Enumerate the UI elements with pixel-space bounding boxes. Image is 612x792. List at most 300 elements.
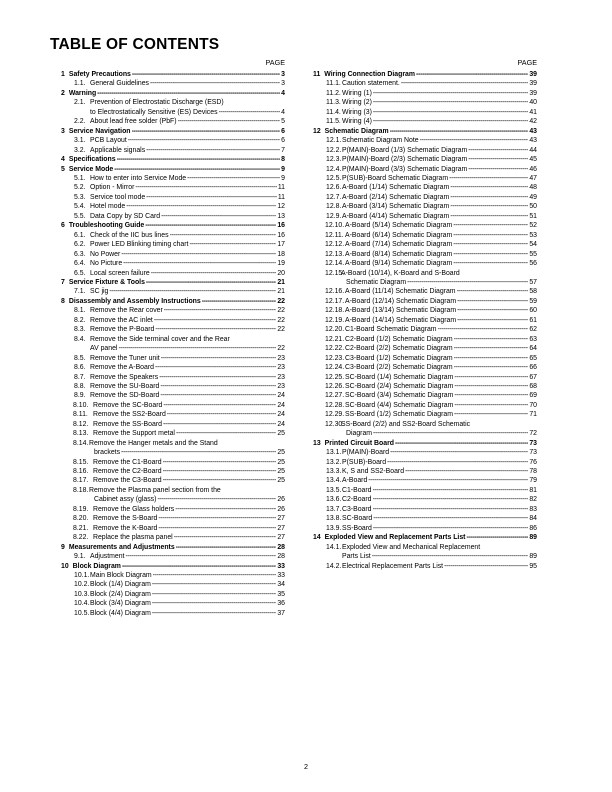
toc-entry-page: 24 (277, 411, 285, 419)
toc-entry (61, 174, 285, 183)
toc-entry-page: 11 (277, 193, 285, 201)
toc-entry-number: 9.1. (74, 553, 86, 561)
dot-leader (175, 505, 276, 514)
toc-entry-title: Remove the SU-Board (90, 382, 160, 390)
toc-entry-page: 43 (529, 127, 537, 135)
toc-entry-page: 3 (281, 71, 285, 78)
toc-entry-number: 8.16. (73, 468, 89, 476)
toc-entry-title: Wiring (4) (342, 118, 372, 126)
toc-entry (61, 325, 285, 334)
toc-entry (61, 250, 285, 259)
toc-entry-number: 12.29. (325, 411, 345, 419)
toc-entry-page: 21 (277, 278, 285, 286)
toc-entry-page: 68 (529, 382, 537, 390)
toc-entry-title: Remove the C3-Board (93, 477, 162, 485)
toc-entry-title: Service Mode (68, 165, 114, 173)
toc-entry-number: 12.11. (325, 231, 344, 239)
toc-entry-title: Specifications (68, 156, 116, 164)
toc-entry-page: 55 (529, 250, 537, 258)
toc-entry-page: 44 (529, 146, 537, 154)
toc-entry-page: 22 (277, 297, 285, 305)
toc-entry-title: A-Board (7/14) Schematic Diagram (345, 241, 453, 249)
toc-entry-title: Measurements and Adjustments (68, 543, 175, 551)
dot-leader (158, 524, 276, 533)
toc-entry-page: 33 (277, 572, 285, 580)
dot-leader (189, 240, 276, 249)
toc-entry-title: P(MAIN)-Board (2/3) Schematic Diagram (342, 156, 468, 164)
toc-entry-title: A-Board (8/14) Schematic Diagram (345, 250, 453, 258)
toc-entry-page: 16 (277, 231, 285, 239)
toc-entry-title: Remove the Hanger metals and the Stand (89, 439, 218, 447)
toc-entry-number: 5.3. (74, 193, 86, 201)
toc-entry-number: 12.3. (326, 156, 342, 164)
toc-entry-page: 8 (281, 156, 285, 164)
toc-entry-title: Block (2/4) Diagram (90, 590, 151, 598)
toc-entry-page: 23 (277, 373, 285, 381)
toc-entry-page: 4 (281, 89, 285, 97)
toc-entry-title: A-Board (11/14) Schematic Diagram (345, 288, 456, 296)
toc-entry-number: 8.6. (74, 364, 86, 372)
dot-leader (450, 212, 528, 221)
dot-leader (468, 155, 528, 164)
toc-entry-title: Remove the SS-Board (93, 420, 162, 428)
dot-leader (146, 193, 277, 202)
toc-entry-title: A-Board (9/14) Schematic Diagram (345, 260, 453, 268)
toc-entry-title: No Power (90, 250, 121, 258)
dot-leader (373, 495, 529, 504)
toc-entry-number: 10.2. (74, 581, 90, 589)
dot-leader (390, 448, 528, 457)
toc-entry-page: 58 (529, 288, 537, 296)
dot-leader (157, 495, 276, 504)
dot-leader (454, 382, 528, 391)
toc-entry-number: 6.2. (74, 241, 86, 249)
toc-entry-page: 46 (529, 165, 537, 173)
toc-entry-title: Remove the AC inlet (90, 316, 153, 324)
toc-entry-continuation (61, 495, 285, 504)
toc-entry-number: 12.10. (325, 222, 345, 230)
toc-entry-title: Remove the Speakers (90, 373, 159, 381)
toc-entry-number: 8.13. (73, 430, 89, 438)
toc-entry-page: 9 (281, 174, 285, 182)
toc-entry (313, 221, 537, 230)
toc-entry-title: SC-Board (1/4) Schematic Diagram (345, 373, 454, 381)
dot-leader (466, 533, 528, 542)
toc-entry-page: 53 (529, 231, 537, 239)
toc-entry (61, 79, 285, 88)
toc-entry-page: 16 (277, 222, 285, 230)
dot-leader (457, 287, 529, 296)
toc-entry-title: SC-Board (2/4) Schematic Diagram (345, 382, 454, 390)
dot-leader (468, 165, 528, 174)
toc-entry-number: 8.17. (73, 477, 89, 485)
toc-entry-title: Remove the Glass holders (93, 505, 175, 513)
toc-entry-page: 26 (277, 505, 285, 513)
dot-leader (416, 70, 528, 79)
toc-entry (313, 165, 537, 174)
toc-entry-title: A-Board (12/14) Schematic Diagram (345, 297, 457, 305)
toc-entry-title: C3-Board (2/2) Schematic Diagram (345, 364, 453, 372)
toc-entry-page: 25 (277, 430, 285, 438)
toc-section (61, 89, 285, 98)
toc-entry-title: A-Board (13/14) Schematic Diagram (345, 307, 457, 315)
dot-leader (373, 514, 528, 523)
dot-leader (145, 221, 276, 230)
toc-entry-page: 43 (529, 137, 537, 145)
toc-entry (313, 89, 537, 98)
toc-entry (61, 514, 285, 523)
dot-leader (97, 89, 280, 98)
toc-entry-page: 25 (277, 477, 285, 485)
toc-entry-title-cont: Parts List (342, 553, 371, 561)
dot-leader (167, 410, 277, 419)
dot-leader (373, 117, 528, 126)
toc-entry-title: Main Block Diagram (90, 572, 152, 580)
toc-entry-title: SC-Board (4/4) Schematic Diagram (345, 401, 454, 409)
toc-entry (61, 524, 285, 533)
toc-entry (313, 250, 537, 259)
dot-leader (163, 476, 277, 485)
dot-leader (155, 363, 276, 372)
toc-entry-number: 5.4. (74, 203, 86, 211)
toc-entry-page: 89 (529, 553, 537, 561)
toc-entry-title: Warning (68, 89, 97, 97)
toc-entry-page: 39 (529, 71, 537, 78)
toc-entry-page: 72 (529, 430, 537, 438)
dot-leader (146, 146, 280, 155)
toc-entry-page: 82 (529, 496, 537, 504)
dot-leader (161, 354, 277, 363)
toc-entry-page: 73 (529, 439, 537, 447)
toc-entry (61, 552, 285, 561)
dot-leader (454, 410, 528, 419)
page-column-header: PAGE (517, 58, 537, 67)
dot-leader (373, 429, 528, 438)
toc-entry-title: A-Board (6/14) Schematic Diagram (345, 231, 453, 239)
toc-entry (61, 599, 285, 608)
toc-entry-page: 23 (277, 364, 285, 372)
toc-entry (313, 562, 537, 571)
toc-entry-title: Wiring Connection Diagram (324, 71, 415, 78)
toc-entry-title: How to enter into Service Mode (90, 174, 187, 182)
dot-leader (372, 552, 529, 561)
dot-leader (160, 382, 276, 391)
toc-entry-title: Remove the S-Board (93, 515, 158, 523)
dot-leader (163, 420, 276, 429)
toc-entry-page: 27 (277, 524, 285, 532)
toc-entry (313, 231, 537, 240)
dot-leader (170, 231, 277, 240)
dot-leader (457, 306, 528, 315)
toc-entry-number: 12.9. (326, 212, 342, 220)
toc-entry-title-cont: Diagram (346, 430, 373, 438)
dot-leader (449, 174, 528, 183)
toc-entry-title: C2-Board (2/2) Schematic Diagram (345, 345, 453, 353)
toc-entry-page: 48 (529, 184, 537, 192)
toc-entry-title: Remove the A-Board (90, 364, 154, 372)
toc-entry-number: 12.5. (326, 174, 342, 182)
toc-entry-page: 27 (277, 515, 285, 523)
toc-entry-page: 7 (281, 146, 285, 154)
toc-entry-number: 12.30. (325, 420, 345, 428)
toc-entry-page: 81 (529, 486, 537, 494)
toc-entry-number: 11 (313, 71, 321, 78)
toc-entry-number: 11.4. (326, 108, 341, 116)
toc-entry-page: 71 (529, 411, 537, 419)
toc-entry-number: 12.24. (325, 364, 345, 372)
toc-entry-number: 11.5. (326, 118, 341, 126)
toc-entry-page: 54 (529, 241, 537, 249)
toc-entry (61, 486, 285, 495)
toc-entry (61, 420, 285, 429)
toc-entry (61, 306, 285, 315)
toc-section (313, 533, 537, 542)
dot-leader (420, 136, 529, 145)
toc-entry-continuation (61, 448, 285, 457)
toc-entry-page: 34 (277, 581, 285, 589)
toc-entry (313, 335, 537, 344)
toc-entry-page: 42 (529, 118, 537, 126)
toc-entry-title: Remove the Tuner unit (90, 354, 160, 362)
toc-entry (61, 505, 285, 514)
toc-entry-page: 60 (529, 307, 537, 315)
toc-entry (313, 269, 537, 278)
dot-leader (123, 259, 276, 268)
toc-entry-page: 78 (529, 468, 537, 476)
dot-leader (454, 401, 528, 410)
toc-entry (61, 316, 285, 325)
page-number: 2 (304, 762, 308, 771)
toc-entry-number: 6.3. (74, 250, 86, 258)
toc-entry (61, 476, 285, 485)
toc-entry-number: 12.13. (325, 250, 345, 258)
toc-entry-number: 1.1. (74, 80, 86, 88)
toc-entry-number: 8.20. (73, 515, 89, 523)
toc-entry-number: 12.19. (325, 316, 345, 324)
toc-entry-number: 8.1. (74, 307, 86, 315)
toc-entry-number: 8.15. (73, 458, 89, 466)
toc-entry-page: 27 (277, 534, 285, 542)
toc-entry (61, 240, 285, 249)
toc-entry-title: Caution statement. (342, 80, 400, 88)
toc-entry-number: 11.1. (326, 80, 341, 88)
toc-entry-title: Remove the P-Board (90, 326, 155, 334)
toc-entry-number: 8.8. (74, 382, 86, 390)
toc-entry-page: 39 (529, 89, 537, 97)
toc-entry-title: Remove the Rear cover (90, 307, 163, 315)
dot-leader (454, 373, 528, 382)
toc-list-left (61, 70, 285, 618)
toc-entry-title-cont: brackets (94, 449, 121, 457)
toc-entry (61, 335, 285, 344)
toc-entry (313, 344, 537, 353)
toc-entry-number: 8.9. (74, 392, 86, 400)
toc-entry (313, 543, 537, 552)
toc-entry-title: C2-Board (1/2) Schematic Diagram (345, 335, 453, 343)
toc-entry-number: 13.6. (326, 496, 342, 504)
toc-entry (313, 524, 537, 533)
toc-entry-number: 4 (61, 156, 65, 164)
toc-entry (313, 448, 537, 457)
dot-leader (176, 429, 276, 438)
toc-section (61, 165, 285, 174)
toc-entry-page: 49 (529, 193, 537, 201)
toc-entry (61, 363, 285, 372)
toc-entry-number: 8.18. (73, 486, 89, 494)
dot-leader (453, 231, 528, 240)
dot-leader (128, 136, 280, 145)
dot-leader (453, 240, 528, 249)
toc-entry-title: SS-Board (342, 524, 372, 532)
dot-leader (457, 316, 528, 325)
toc-entry-title: Wiring (2) (342, 99, 372, 107)
toc-section (61, 221, 285, 230)
toc-entry-number: 13.2. (326, 458, 342, 466)
toc-entry-title: P(MAIN)-Board (3/3) Schematic Diagram (342, 165, 468, 173)
dot-leader (453, 250, 528, 259)
toc-entry-page: 35 (277, 590, 285, 598)
toc-entry-page: 5 (281, 118, 285, 126)
toc-entry-number: 6.5. (74, 269, 86, 277)
toc-entry-number: 12.6. (326, 184, 342, 192)
page-title: TABLE OF CONTENTS (50, 36, 220, 53)
toc-entry-number: 8.2. (74, 316, 86, 324)
dot-leader (373, 505, 529, 514)
toc-entry-title: A-Board (5/14) Schematic Diagram (345, 222, 453, 230)
toc-entry-number: 12.15. (325, 269, 345, 277)
toc-entry-page: 3 (281, 80, 285, 88)
dot-leader (187, 174, 280, 183)
dot-leader (454, 354, 529, 363)
toc-entry-title: Exploded View and Mechanical Replacement (342, 543, 481, 551)
toc-entry-number: 7.1. (74, 288, 86, 296)
toc-entry-page: 73 (529, 449, 537, 457)
toc-right-column (313, 58, 537, 571)
toc-entry-title: Service tool mode (90, 193, 146, 201)
toc-entry-number: 10.5. (74, 609, 90, 617)
toc-entry-title: SC-Board (3/4) Schematic Diagram (345, 392, 454, 400)
toc-entry (313, 363, 537, 372)
toc-entry-page: 50 (529, 203, 537, 211)
toc-entry-number: 13.5. (326, 486, 342, 494)
toc-entry (61, 231, 285, 240)
toc-entry-title: Schematic Diagram (324, 127, 389, 135)
toc-entry (61, 269, 285, 278)
toc-entry-title: Safety Precautions (68, 71, 131, 78)
toc-entry-page: 4 (281, 108, 285, 116)
toc-entry-title: P(SUB)-Board (342, 458, 387, 466)
toc-entry-title: Block (4/4) Diagram (90, 609, 151, 617)
toc-entry-continuation (61, 108, 285, 117)
toc-entry-page: 28 (277, 553, 285, 561)
toc-section (61, 543, 285, 552)
dot-leader (121, 250, 276, 259)
toc-entry (313, 410, 537, 419)
toc-entry-title: Check of the IIC bus lines (90, 231, 169, 239)
toc-entry-number: 5 (61, 165, 65, 173)
toc-entry (313, 382, 537, 391)
toc-entry-title: SS-Board (2/2) and SS2-Board Schematic (341, 420, 471, 428)
toc-entry (313, 373, 537, 382)
toc-entry-title: K, S and SS2-Board (342, 468, 405, 476)
toc-entry-number: 12.23. (325, 354, 345, 362)
toc-entry-number: 13.3. (326, 468, 342, 476)
dot-leader (109, 287, 276, 296)
toc-entry-title-cont: Cabinet assy (glass) (94, 496, 157, 504)
toc-entry-number: 8.3. (74, 326, 86, 334)
toc-entry-number: 11.3. (326, 99, 341, 107)
toc-entry-title: A-Board (342, 477, 368, 485)
toc-entry (61, 202, 285, 211)
toc-entry (313, 108, 537, 117)
toc-entry-page: 22 (277, 345, 285, 353)
toc-entry-number: 10.4. (74, 600, 90, 608)
dot-leader (454, 391, 528, 400)
dot-leader (444, 562, 528, 571)
toc-entry-page: 17 (277, 241, 285, 249)
toc-entry-page: 23 (277, 382, 285, 390)
toc-entry (313, 316, 537, 325)
toc-entry (61, 259, 285, 268)
dot-leader (373, 486, 529, 495)
toc-entry (313, 495, 537, 504)
toc-entry (313, 391, 537, 400)
dot-leader (122, 562, 276, 571)
toc-entry-page: 64 (529, 345, 537, 353)
toc-entry-title: Option - Mirror (90, 184, 135, 192)
toc-entry-number: 10 (61, 562, 69, 570)
toc-entry-page: 52 (529, 222, 537, 230)
toc-entry (313, 117, 537, 126)
toc-entry-page: 59 (529, 297, 537, 305)
toc-entry-page: 22 (277, 316, 285, 324)
toc-entry-title-cont: Schematic Diagram (346, 278, 407, 286)
toc-entry-page: 76 (529, 458, 537, 466)
toc-entry (313, 193, 537, 202)
toc-entry (61, 136, 285, 145)
toc-entry-title: Replace the plasma panel (93, 534, 173, 542)
toc-entry-number: 8.11. (73, 411, 88, 419)
toc-entry-page: 25 (277, 449, 285, 457)
toc-entry-number: 13.9. (326, 524, 342, 532)
toc-entry-title: A-Board (3/14) Schematic Diagram (342, 203, 450, 211)
toc-entry-title: Hotel mode (90, 203, 126, 211)
toc-entry-title: Printed Circuit Board (324, 439, 394, 447)
toc-entry (61, 410, 285, 419)
toc-entry-number: 12.16. (325, 288, 345, 296)
toc-entry-number: 14.2. (326, 562, 342, 570)
toc-entry-title: Troubleshooting Guide (68, 222, 145, 230)
dot-leader (176, 543, 277, 552)
toc-entry-title: Remove the K-Board (93, 524, 158, 532)
toc-entry (313, 174, 537, 183)
dot-leader (135, 183, 276, 192)
toc-entry (313, 458, 537, 467)
toc-entry-number: 14.1. (326, 543, 342, 551)
toc-section (61, 562, 285, 571)
toc-entry-title: Remove the Side terminal cover and the Rear (90, 335, 230, 343)
toc-entry-number: 10.3. (74, 590, 90, 598)
toc-entry-number: 6.1. (74, 231, 86, 239)
toc-entry-number: 12.18. (325, 307, 345, 315)
toc-entry-title: Schematic Diagram Note (342, 137, 419, 145)
toc-entry-number: 9 (61, 543, 65, 551)
dot-leader (163, 401, 276, 410)
toc-entry-number: 12 (313, 127, 321, 135)
toc-entry-title: A-Board (10/14), K-Board and S-Board (341, 269, 460, 277)
toc-entry-page: 33 (277, 562, 285, 570)
toc-entry-title: A-Board (2/14) Schematic Diagram (342, 193, 450, 201)
